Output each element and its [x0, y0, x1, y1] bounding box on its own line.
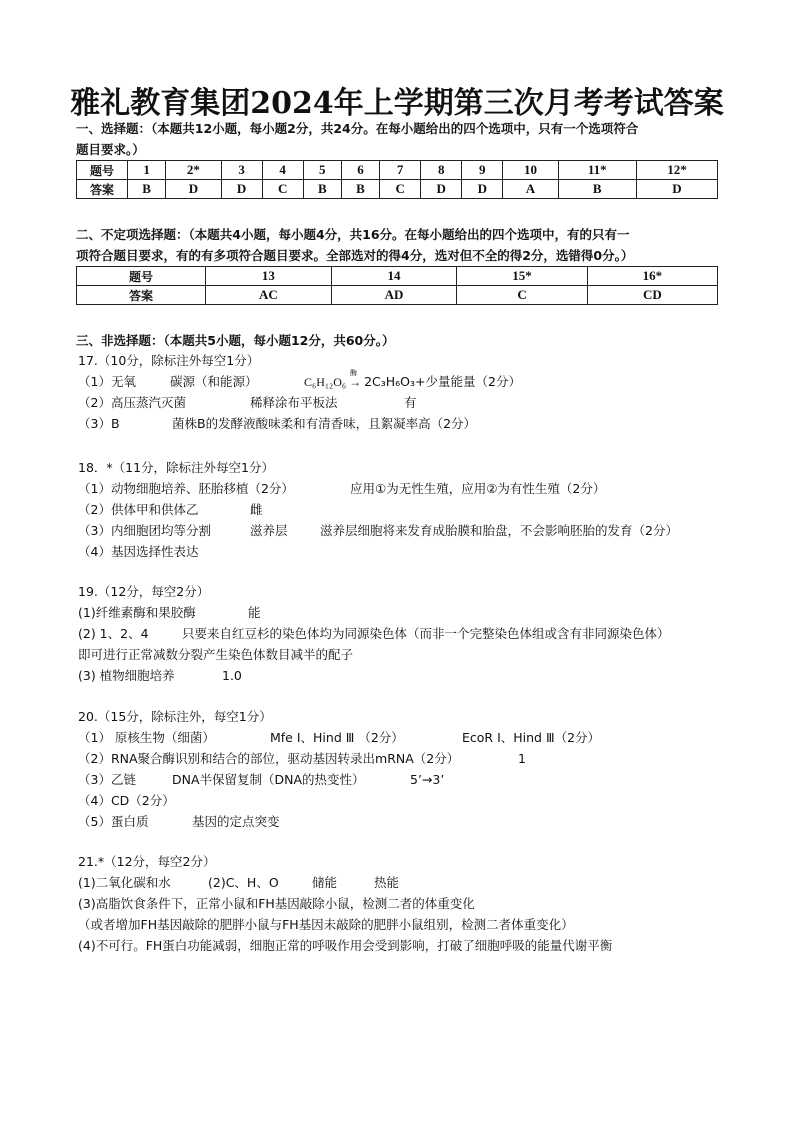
q17-line3: [78, 413, 738, 434]
table-cell: 10: [503, 161, 558, 180]
q19-answer: 1.0: [222, 668, 242, 683]
q20-answer: （1） 原核生物（细菌）: [78, 730, 215, 745]
table-cell: 4: [262, 161, 303, 180]
section2-answer-table: [76, 266, 718, 305]
section2-heading-line1: 二、不定项选择题：（本题共4小题，每小题4分，共16分。在每小题给出的四个选项中，有的只有一: [76, 227, 630, 242]
q18-header: 18．*（11分，除标注外每空1分）: [78, 460, 275, 475]
table-cell: D: [462, 180, 503, 199]
q20-answer: （5）蛋白质: [78, 814, 149, 829]
q17-answer: 稀释涂布平板法: [250, 395, 338, 410]
q20-answer: Mfe I、Hind Ⅲ （2分）: [270, 730, 404, 745]
q20-answer: 5’→3’: [410, 772, 445, 787]
q18-answer: 滋养层: [250, 523, 288, 538]
q20-answer: 基因的定点突变: [192, 814, 280, 829]
page-title: 雅礼教育集团2024年上学期第三次月考考试答案: [70, 86, 724, 121]
section1-heading-line1: 一、选择题：（本题共12小题，每小题2分，共24分。在每小题给出的四个选项中，只有一个选项符合: [76, 121, 639, 136]
table-cell: D: [166, 180, 221, 199]
table-cell: 5: [303, 161, 341, 180]
q17-formula-right: 2C₃H₆O₃+少量能量（2分）: [364, 374, 521, 389]
q17-answer: 有: [404, 395, 417, 410]
q19-answer: (1)纤维素酶和果胶酶: [78, 605, 196, 620]
table-cell: 8: [421, 161, 462, 180]
q19-answer: (2) 1、2、4: [78, 626, 149, 641]
table-cell: AD: [331, 286, 457, 305]
q21-line2: (3)高脂饮食条件下，正常小鼠和FH基因敲除小鼠，检测二者的体重变化: [78, 896, 475, 911]
q19-answer: 能: [248, 605, 261, 620]
table-cell: 7: [380, 161, 421, 180]
q17-header: 17.（10分，除标注外每空1分）: [78, 353, 260, 368]
table-row-label: 答案: [77, 180, 128, 199]
table-cell: D: [636, 180, 717, 199]
q17-answer: （3）B: [78, 416, 120, 431]
q20-header: 20.（15分，除标注外，每空1分）: [78, 709, 272, 724]
table-row-label: 题号: [77, 161, 128, 180]
q21-line3: （或者增加FH基因敲除的肥胖小鼠与FH基因未敲除的肥胖小鼠组别，检测二者体重变化）: [78, 917, 574, 932]
table-cell: 11*: [558, 161, 636, 180]
table-row-label: 答案: [77, 286, 206, 305]
q17-answer: 菌株B的发酵液酸味柔和有清香味，且絮凝率高（2分）: [172, 416, 477, 431]
q20-answer: DNA半保留复制（DNA的热变性）: [172, 772, 365, 787]
q20-line5: [78, 811, 738, 832]
table-cell: AC: [206, 286, 332, 305]
table-cell: D: [221, 180, 262, 199]
q19-answer: (3) 植物细胞培养: [78, 668, 175, 683]
table-cell: 13: [206, 267, 332, 286]
q18-line2: [78, 499, 738, 520]
q17-formula-enzyme: 酶: [350, 369, 358, 377]
question-18: [78, 457, 738, 562]
section1-heading: [76, 118, 720, 160]
q19-header: 19.（12分，每空2分）: [78, 584, 210, 599]
q18-answer: 滋养层细胞将来发育成胎膜和胎盘，不会影响胚胎的发育（2分）: [320, 523, 678, 538]
section2-heading-line2: 项符合题目要求，有的有多项符合题目要求。全部选对的得4分，选对但不全的得2分，选错得0分。）: [76, 248, 634, 263]
question-21: [78, 851, 738, 956]
q19-line4: [78, 665, 738, 686]
table-cell: CD: [587, 286, 717, 305]
q17-formula: [304, 369, 364, 389]
q20-line4: （4）CD（2分）: [78, 793, 175, 808]
q17-line2: [78, 392, 738, 413]
q21-answer: 储能: [312, 875, 338, 890]
table-cell: 3: [221, 161, 262, 180]
table-cell: 6: [341, 161, 379, 180]
table-cell: 14: [331, 267, 457, 286]
section1-heading-line2: 题目要求。）: [76, 142, 145, 157]
section2-answer-row: [77, 286, 718, 305]
table-cell: C: [380, 180, 421, 199]
q18-line4: （4）基因选择性表达: [78, 544, 199, 559]
table-row-label: 题号: [77, 267, 206, 286]
q19-line3: 即可进行正常减数分裂产生染色体数目减半的配子: [78, 647, 354, 662]
q19-line2: [78, 623, 738, 644]
q17-line1: [78, 371, 738, 392]
q18-answer: 应用①为无性生殖，应用②为有性生殖（2分）: [350, 481, 606, 496]
q21-answer: 热能: [374, 875, 400, 890]
reaction-arrow-icon: 酶 →: [346, 372, 364, 393]
q19-line1: [78, 602, 738, 623]
q20-answer: （2）RNA聚合酶识别和结合的部位，驱动基因转录出mRNA（2分）: [78, 751, 460, 766]
q18-answer: （3）内细胞团均等分割: [78, 523, 211, 538]
q17-answer: 碳源（和能源）: [170, 374, 258, 389]
q20-answer: EcoR I、Hind Ⅲ（2分）: [462, 730, 601, 745]
q18-answer: （2）供体甲和供体乙: [78, 502, 199, 517]
q17-answer: （2）高压蒸汽灭菌: [78, 395, 186, 410]
q18-answer: （1）动物细胞培养、胚胎移植（2分）: [78, 481, 294, 496]
q20-answer: 1: [518, 751, 526, 766]
q17-formula-left: C₆H₁₂O₆: [304, 375, 347, 389]
question-17: [78, 350, 738, 434]
table-cell: 2*: [166, 161, 221, 180]
q20-answer: （3）乙链: [78, 772, 136, 787]
q20-line1: [78, 727, 738, 748]
table-cell: C: [262, 180, 303, 199]
q18-answer: 雌: [250, 502, 263, 517]
q21-header: 21.*（12分，每空2分）: [78, 854, 216, 869]
question-19: [78, 581, 738, 686]
q20-line2: [78, 748, 738, 769]
section1-answer-row: [77, 180, 718, 199]
section1-number-row: [77, 161, 718, 180]
table-cell: B: [303, 180, 341, 199]
table-cell: 15*: [457, 267, 587, 286]
q21-line1: [78, 872, 738, 893]
q21-answer: (1)二氧化碳和水: [78, 875, 171, 890]
table-cell: B: [341, 180, 379, 199]
table-cell: B: [558, 180, 636, 199]
question-20: [78, 706, 738, 832]
q21-line4: (4)不可行。FH蛋白功能减弱，细胞正常的呼吸作用会受到影响，打破了细胞呼吸的能量代谢平衡: [78, 938, 613, 953]
q19-answer: 只要来自红豆杉的染色体均为同源染色体（而非一个完整染色体组或含有非同源染色体）: [182, 626, 670, 641]
table-cell: 12*: [636, 161, 717, 180]
table-cell: B: [128, 180, 166, 199]
section2-number-row: [77, 267, 718, 286]
table-cell: 9: [462, 161, 503, 180]
q18-line3: [78, 520, 738, 541]
table-cell: C: [457, 286, 587, 305]
q20-line3: [78, 769, 738, 790]
table-cell: D: [421, 180, 462, 199]
table-cell: 1: [128, 161, 166, 180]
q17-answer: （1）无氧: [78, 374, 136, 389]
table-cell: 16*: [587, 267, 717, 286]
q18-line1: [78, 478, 738, 499]
table-cell: A: [503, 180, 558, 199]
q21-answer: (2)C、H、O: [208, 875, 279, 890]
section3-heading: 三、非选择题：（本题共5小题，每小题12分，共60分。）: [76, 333, 395, 348]
section2-heading: [76, 224, 720, 266]
section1-answer-table: [76, 160, 718, 199]
